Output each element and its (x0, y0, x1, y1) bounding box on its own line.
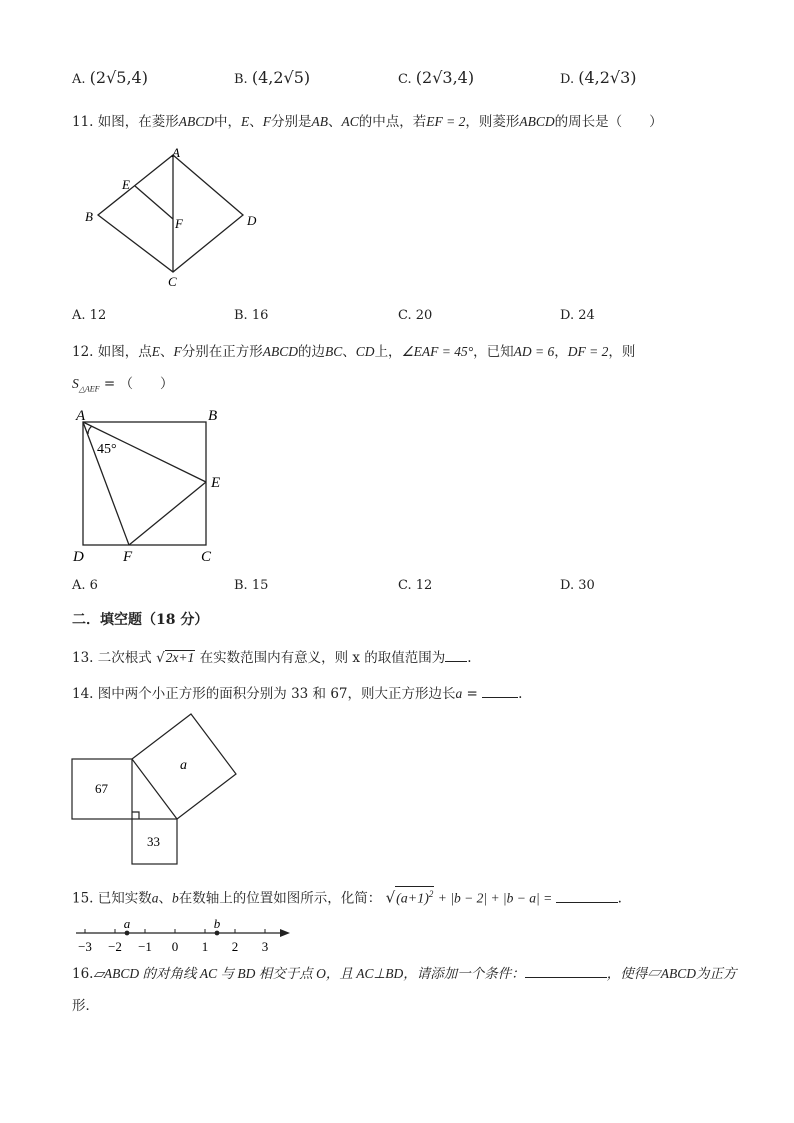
square-figure (68, 404, 238, 568)
point-b-label: b (213, 916, 221, 931)
q13-stem: 13. 二次根式 √2x+1 在实数范围内有意义，则 x 的取值范围为 . (72, 650, 472, 666)
axis-arrow (280, 929, 290, 937)
q14-answer-blank[interactable] (482, 697, 518, 698)
q16-stem-line1: 16.▱ABCD 的对角线 AC 与 BD 相交于点 O，且 AC⊥BD，请添加一个条件： ，使得▱ABCD为正方 (72, 966, 737, 982)
q10-option-b: B. (4,2√5) (234, 68, 311, 87)
number-line (68, 912, 298, 958)
label-d: D (247, 213, 257, 228)
label-d: D (73, 549, 84, 565)
label-b: B (208, 408, 218, 424)
label-c: C (201, 549, 212, 565)
q11-option-d: D. 24 (560, 308, 595, 323)
q15-answer-blank[interactable] (556, 902, 618, 903)
q11-option-b: B. 16 (234, 308, 269, 323)
label-e: E (211, 475, 221, 491)
label-67: 67 (95, 781, 108, 796)
axis-tick-label: 2 (231, 939, 239, 954)
segment-ef (129, 482, 206, 545)
q12-option-a: A. 6 (72, 578, 98, 593)
axis-tick-label: −1 (138, 939, 152, 954)
rhombus-figure (80, 142, 280, 292)
rhombus-abcd (98, 155, 243, 272)
q12-option-b: B. 15 (234, 578, 269, 593)
segment-ef (135, 186, 173, 219)
label-a: A (172, 145, 180, 160)
label-e: E (122, 177, 130, 192)
q10-option-a: A. (2√5,4) (72, 68, 148, 87)
point-b (215, 931, 220, 936)
label-f: F (123, 549, 133, 565)
point-a (125, 931, 130, 936)
squares-figure (68, 712, 248, 868)
label-a: A (76, 408, 86, 424)
axis-tick-label: 0 (171, 939, 179, 954)
q12-option-d: D. 30 (560, 578, 595, 593)
q13-answer-blank[interactable] (445, 661, 467, 662)
square-abcd (83, 422, 206, 545)
q10-option-d: D. (4,2√3) (560, 68, 637, 87)
axis-tick-label: 1 (201, 939, 209, 954)
q16-answer-blank[interactable] (525, 977, 607, 978)
axis-tick-label: −3 (78, 939, 92, 954)
q11-stem: 11. 如图，在菱形ABCD中，E、F分别是AB、AC的中点，若EF = 2，则菱形ABCD的周长是（ ） (72, 114, 663, 130)
q12-option-c: C. 12 (398, 578, 433, 593)
q11-option-c: C. 20 (398, 308, 433, 323)
q11-option-a: A. 12 (72, 308, 107, 323)
q14-stem: 14. 图中两个小正方形的面积分别为 33 和 67，则大正方形边长a = . (72, 686, 523, 702)
q10-option-c: C. (2√3,4) (398, 68, 475, 87)
label-c: C (168, 274, 177, 289)
label-a: a (180, 758, 187, 773)
q15-stem: 15. 已知实数a、b在数轴上的位置如图所示，化简： $√(a+1)^2 + |b - 2| + |b - a|$ = . (72, 886, 622, 907)
section-title: 二．填空题（18 分） (72, 612, 209, 628)
label-f: F (175, 216, 183, 231)
right-angle-mark (132, 812, 139, 819)
axis-tick-label: 3 (261, 939, 269, 954)
angle-arc (88, 426, 92, 434)
q12-stem-line2: $S_{\triangle AEF}$ = （ ） (72, 376, 174, 394)
label-angle: 45° (97, 442, 117, 457)
label-b: B (85, 209, 93, 224)
q16-stem-line2: 形． (72, 998, 99, 1014)
point-a-label: a (123, 916, 131, 931)
q12-stem-line1: 12. 如图，点E、F分别在正方形ABCD的边BC、CD上，∠EAF = 45°，已知AD = 6，DF = 2，则 (72, 344, 636, 360)
axis-tick-label: −2 (108, 939, 122, 954)
label-33: 33 (147, 834, 160, 849)
